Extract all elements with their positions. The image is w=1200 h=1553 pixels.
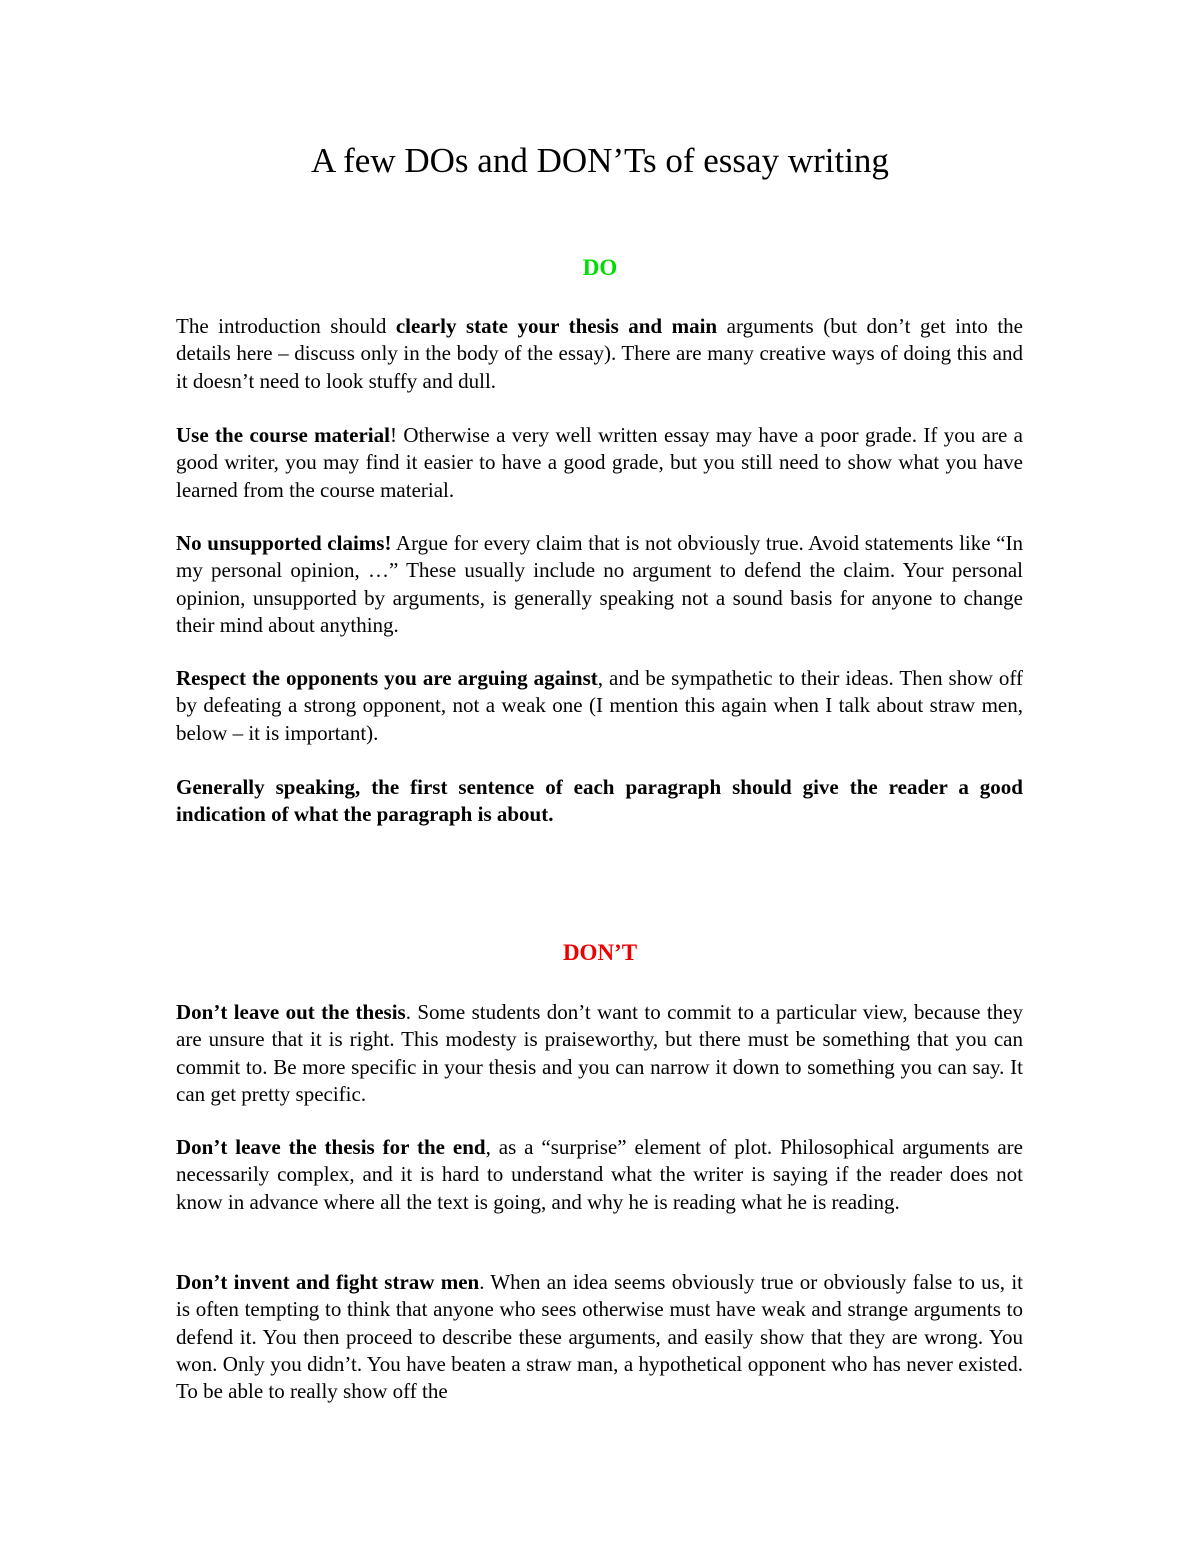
do-paragraph-course-material — [176, 422, 1023, 504]
paragraph-body-text: arguments (but don’t get into the details here – discuss only in the body of the essay). There are many creative ways of doing this and it doesn’t need to look stuffy and dull. — [176, 314, 1023, 393]
do-paragraph-first-sentence — [176, 774, 1023, 829]
paragraph-body-text: Argue for every claim that is not obviously true. Avoid statements like “In my personal opinion, …” These usually include no argument to defend the claim. Your personal opinion, unsupported by arguments, is generally speaking not a sound basis for anyone to change their mind about anything. — [176, 531, 1023, 637]
paragraph-bold-text: Don’t leave the thesis for the end — [176, 1135, 486, 1159]
dont-paragraph-straw-men — [176, 1269, 1023, 1405]
dont-section-heading: DON’T — [562, 940, 638, 965]
paragraph-body-text: . Some students don’t want to commit to a particular view, because they are unsure that it is right. This modesty is praiseworthy, but there must be something that you can commit to. Be more specific in your thesis and you can narrow it down to something you can say. It can get pretty specific. — [176, 1000, 1024, 1106]
do-paragraph-thesis — [176, 313, 1023, 395]
dont-paragraph-thesis-at-end — [176, 1134, 1023, 1216]
paragraph-body-text: , as a “surprise” element of plot. Philosophical arguments are necessarily complex, and it is hard to understand what the writer is saying if the reader does not know in advance where all the text is going, and why he is reading what he is reading. — [176, 1135, 1023, 1214]
paragraph-bold-text: Generally speaking, the first sentence of each paragraph should give the reader a good indication of what the paragraph is about. — [176, 775, 1023, 827]
paragraph-bold-text: No unsupported claims! — [176, 531, 392, 555]
document-title: A few DOs and DON’Ts of essay writing — [311, 141, 889, 180]
paragraph-lead-text: The introduction should — [176, 314, 396, 338]
paragraph-bold-text: Don’t leave out the thesis — [176, 1000, 406, 1024]
dont-paragraph-leave-out-thesis — [176, 999, 1023, 1108]
do-section-heading: DO — [582, 255, 618, 280]
paragraph-bold-text: clearly state your thesis and main — [395, 314, 718, 338]
paragraph-body-text: ! Otherwise a very well written essay may have a poor grade. If you are a good writer, you may find it easier to have a good grade, but you still need to show what you have learned from the course material. — [176, 423, 1023, 502]
paragraph-body-text: . When an idea seems obviously true or obviously false to us, it is often tempting to think that anyone who sees otherwise must have weak and strange arguments to defend it. You then proceed to describe these arguments, and easily show that they are wrong. You won. Only you didn’t. You have beaten a straw man, a hypothetical opponent who has never existed. To be able to really show off the — [176, 1270, 1023, 1404]
paragraph-bold-text: Don’t invent and fight straw men — [176, 1270, 480, 1294]
do-paragraph-unsupported-claims — [176, 530, 1023, 639]
paragraph-bold-text: Use the course material — [176, 423, 390, 447]
paragraph-bold-text: Respect the opponents you are arguing against — [176, 666, 598, 690]
paragraph-body-text: , and be sympathetic to their ideas. Then show off by defeating a strong opponent, not a weak one (I mention this again when I talk about straw men, below – it is important). — [176, 666, 1023, 745]
do-paragraph-respect-opponents — [176, 665, 1023, 747]
